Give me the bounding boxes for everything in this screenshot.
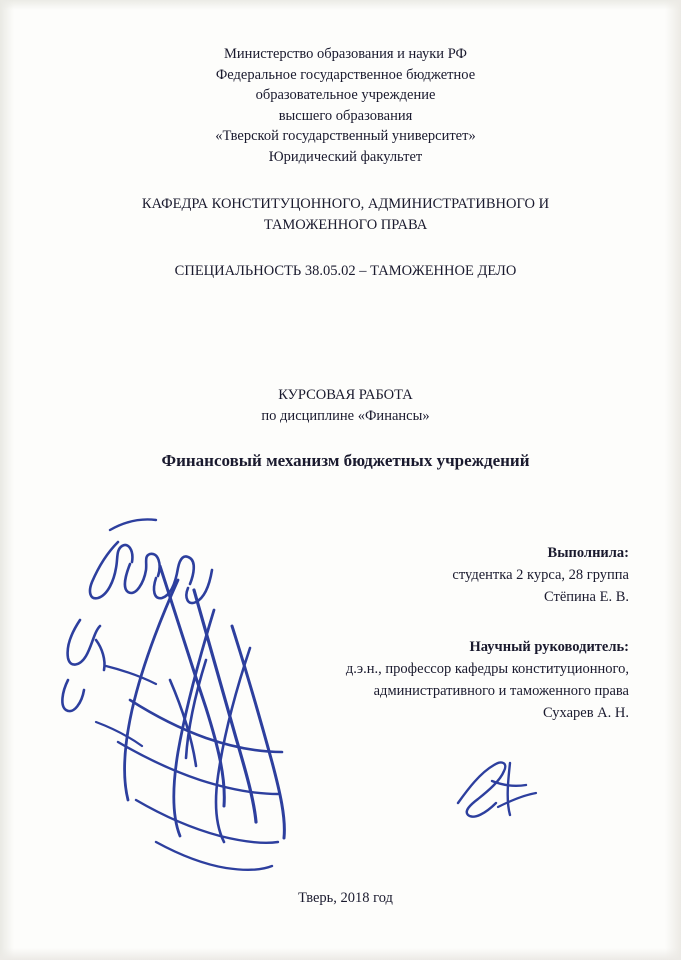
author-group: студентка 2 курса, 28 группа bbox=[452, 567, 629, 584]
supervisor-label: Научный руководитель: bbox=[469, 639, 629, 655]
page-title: Финансовый механизм бюджетных учреждений bbox=[161, 450, 530, 470]
institution-line: Юридический факультет bbox=[268, 148, 423, 165]
supervisor-name: Сухарев А. Н. bbox=[542, 705, 629, 722]
city-year-line: Тверь, 2018 год bbox=[298, 890, 393, 906]
speciality-line: СПЕЦИАЛЬНОСТЬ 38.05.02 – ТАМОЖЕННОЕ ДЕЛО bbox=[174, 262, 517, 279]
institution-block bbox=[62, 44, 629, 167]
work-type-label: КУРСОВАЯ РАБОТА bbox=[278, 386, 413, 403]
supervisor-position-line-2: административного и таможенного права bbox=[373, 683, 629, 700]
paper-edge-right bbox=[665, 0, 681, 960]
author-label: Выполнила: bbox=[547, 545, 629, 561]
supervisor-block bbox=[346, 636, 629, 724]
discipline-label: по дисциплине «Финансы» bbox=[261, 407, 430, 424]
institution-line: высшего образования bbox=[278, 107, 413, 124]
paper-edge-bottom bbox=[0, 948, 681, 960]
institution-line: Федеральное государственное бюджетное bbox=[215, 66, 476, 83]
work-type-block bbox=[62, 385, 629, 427]
department-line-2: ТАМОЖЕННОГО ПРАВА bbox=[263, 217, 428, 234]
title-page-content bbox=[62, 44, 629, 932]
institution-line: «Тверской государственный университет» bbox=[215, 128, 476, 145]
paper-edge-top bbox=[0, 0, 681, 10]
author-name: Стёпина Е. В. bbox=[544, 589, 629, 606]
supervisor-position-line-1: д.э.н., профессор кафедры конституционного, bbox=[345, 661, 629, 678]
institution-line: образовательное учреждение bbox=[255, 87, 436, 104]
author-block bbox=[452, 542, 629, 608]
paper-edge-left bbox=[0, 0, 14, 960]
department-block bbox=[62, 194, 629, 236]
department-line-1: КАФЕДРА КОНСТИТУЦОННОГО, АДМИНИСТРАТИВНОГО И bbox=[141, 196, 550, 213]
institution-line: Министерство образования и науки РФ bbox=[224, 46, 467, 62]
